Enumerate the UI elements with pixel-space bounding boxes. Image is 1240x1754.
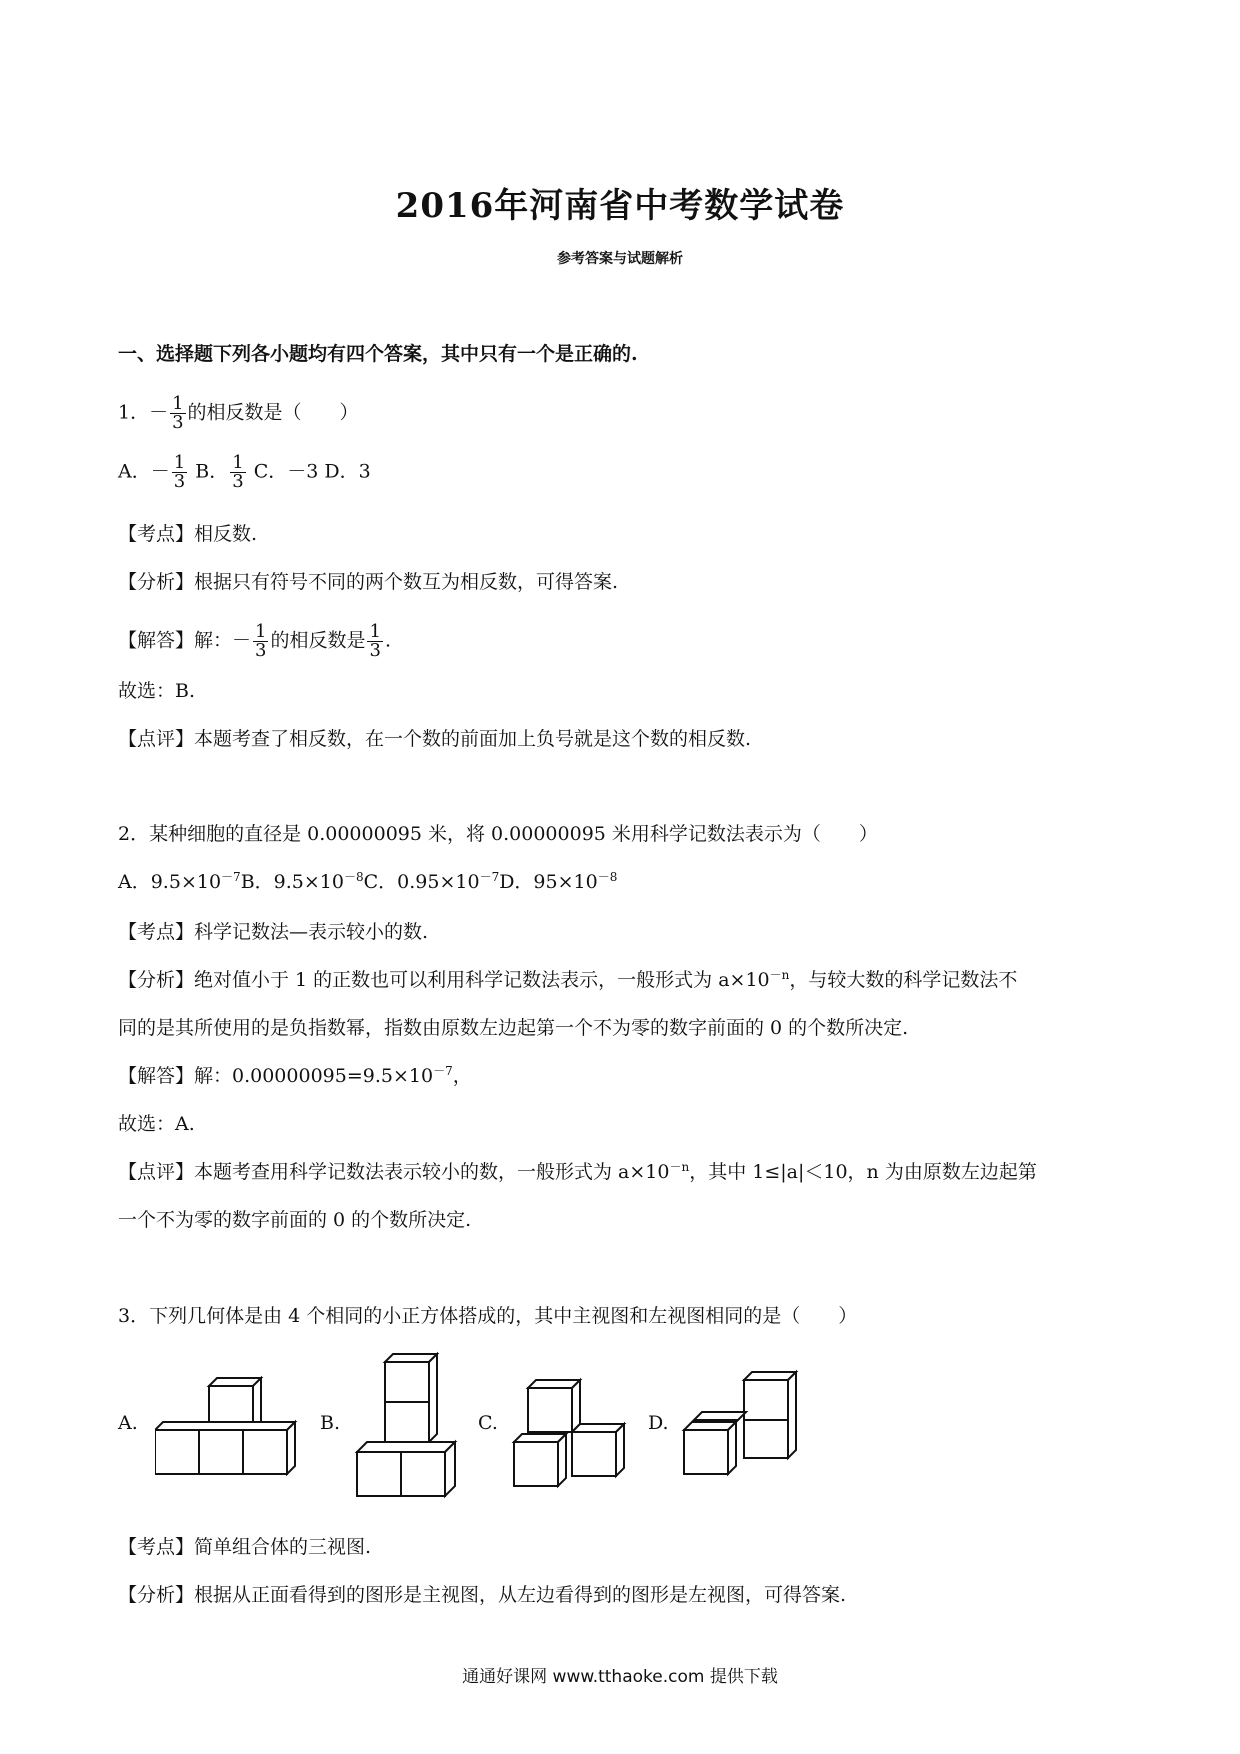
q1-jieda: 【解答】解：－ $\frac{1}{3}$ 的相反数是 $\frac{1}{3}$ .	[118, 621, 391, 661]
q3-fenxi: 【分析】根据从正面看得到的图形是主视图，从左边看得到的图形是左视图，可得答案.	[118, 1584, 847, 1606]
q2-kaodian: 【考点】科学记数法—表示较小的数.	[118, 921, 429, 943]
q3-figure-b	[355, 1350, 475, 1510]
q1-fraction: $\frac{1}{3}$	[172, 393, 184, 433]
q3-label-b: B.	[320, 1412, 341, 1434]
q2-dianping-2: 一个不为零的数字前面的 0 的个数所决定.	[118, 1209, 472, 1231]
q3-kaodian: 【考点】简单组合体的三视图.	[118, 1536, 372, 1558]
q1-jieda-fraction-2: $\frac{1}{3}$	[369, 621, 381, 661]
section-heading: 一、选择题下列各小题均有四个答案，其中只有一个是正确的.	[118, 343, 638, 365]
q2-options: A．$9.5\times 10^{-7}B$．$9.5\times 10^{-8}C$．$0.95\times 10^{-7}D$．$95\times 10^{-8}$	[118, 870, 618, 893]
q3-label-a: A.	[118, 1412, 138, 1434]
q2-jieda: 【解答】解：$0.00000095=9.5\times 10^{-7}$，	[118, 1064, 472, 1087]
q1-kaodian: 【考点】相反数.	[118, 523, 258, 545]
q1-dianping: 【点评】本题考查了相反数，在一个数的前面加上负号就是这个数的相反数.	[118, 728, 752, 750]
q1-stem: 1．－ $\frac{1}{3}$ 的相反数是（ ）	[118, 393, 359, 433]
q1-answer: 故选：B.	[118, 680, 196, 702]
q1-option-a-fraction: $\frac{1}{3}$	[173, 452, 186, 492]
page-title: 2016年河南省中考数学试卷	[395, 186, 845, 226]
q1-jieda-fraction-1: $\frac{1}{3}$	[255, 621, 267, 661]
q3-label-c: C.	[478, 1412, 498, 1434]
q2-answer: 故选：A.	[118, 1113, 195, 1135]
q3-figure-c	[510, 1372, 640, 1492]
q3-figure-d	[680, 1362, 810, 1482]
q2-fenxi-2: 同的是其所使用的是负指数幂，指数由原数左边起第一个不为零的数字前面的 0 的个数所决定.	[118, 1017, 909, 1039]
footer-watermark: 通通好课网 www.tthaoke.com 提供下载	[462, 1667, 778, 1687]
q3-figure-a	[155, 1370, 315, 1490]
q2-stem: 2．某种细胞的直径是 0.00000095 米，将 0.00000095 米用科学记数法表示为（ ）	[118, 823, 878, 845]
q1-option-b-fraction: $\frac{1}{3}$	[232, 452, 244, 492]
page-subtitle: 参考答案与试题解析	[557, 251, 683, 267]
q2-dianping-1: 【点评】本题考查用科学记数法表示较小的数，一般形式为 $a\times 10^{-n}$，其中 1≤|a|＜10，n 为由原数左边起第	[118, 1160, 1037, 1183]
q1-options: A．－ $\frac{1}{3}$ B． $\frac{1}{3}$ C．－3 D．3	[118, 452, 371, 492]
q2-fenxi-1: 【分析】绝对值小于 1 的正数也可以利用科学记数法表示，一般形式为 $a\times 10^{-n}$，与较大数的科学记数法不	[118, 968, 1018, 991]
q1-fenxi: 【分析】根据只有符号不同的两个数互为相反数，可得答案.	[118, 571, 619, 593]
q3-label-d: D.	[648, 1412, 669, 1434]
q3-stem: 3．下列几何体是由 4 个相同的小正方体搭成的，其中主视图和左视图相同的是（ ）	[118, 1305, 858, 1327]
